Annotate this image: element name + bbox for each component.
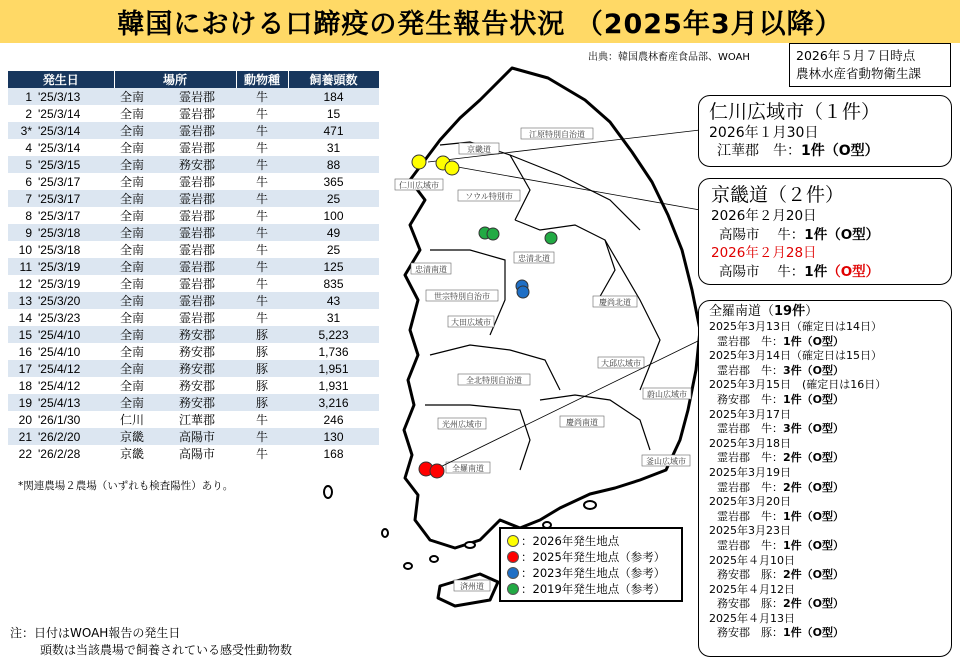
legend-label: ：2019年発生地点（参考）: [521, 582, 666, 596]
island-1: [324, 486, 332, 498]
case-date: '25/4/13: [36, 394, 114, 411]
case-number: 21: [8, 428, 36, 445]
case-head-count: 1,951: [288, 360, 379, 377]
callout-jeonnam-entries: [709, 320, 941, 641]
case-number: 14: [8, 309, 36, 326]
case-prefecture: 全南: [114, 122, 158, 139]
case-prefecture: 京畿: [114, 445, 158, 462]
header-species: 動物種: [236, 71, 288, 88]
callout-gyeonggi-detail-2: 高陽市 牛：1件（O型）: [719, 263, 880, 280]
jeonnam-entry-detail: 務安郡 豚：2件（O型）: [717, 568, 845, 582]
label-busan: 釜山広域市: [646, 457, 686, 466]
case-city: 務安郡: [158, 326, 236, 343]
callout-jeonnam: [698, 300, 952, 657]
case-date: '25/3/18: [36, 241, 114, 258]
case-head-count: 125: [288, 258, 379, 275]
case-date: '25/4/12: [36, 377, 114, 394]
header-head-count: 飼養頭数: [288, 71, 379, 88]
case-city: 霊岩郡: [158, 275, 236, 292]
case-city: 高陽市: [158, 428, 236, 445]
case-head-count: 835: [288, 275, 379, 292]
case-species: 牛: [236, 207, 288, 224]
case-prefecture: 全南: [114, 139, 158, 156]
jeonnam-entry-detail: 霊岩郡 牛：1件（O型）: [717, 334, 845, 348]
case-prefecture: 全南: [114, 224, 158, 241]
case-species: 牛: [236, 122, 288, 139]
case-head-count: 130: [288, 428, 379, 445]
case-city: 霊岩郡: [158, 309, 236, 326]
case-species: 牛: [236, 309, 288, 326]
case-number: 1: [8, 88, 36, 105]
case-number: 17: [8, 360, 36, 377]
case-number: 4: [8, 139, 36, 156]
case-date: '25/4/10: [36, 343, 114, 360]
label-gyeongnam: 慶尚南道: [566, 418, 598, 427]
jeonnam-entry-detail: 霊岩郡 牛：2件（O型）: [717, 451, 845, 465]
case-species: 牛: [236, 258, 288, 275]
case-date: '26/2/28: [36, 445, 114, 462]
case-head-count: 3,216: [288, 394, 379, 411]
callout-gyeonggi-detail-1: 高陽市 牛：1件（O型）: [719, 226, 880, 243]
case-number: 9: [8, 224, 36, 241]
case-species: 牛: [236, 190, 288, 207]
island-6: [584, 501, 596, 509]
case-date: '25/3/15: [36, 156, 114, 173]
case-prefecture: 全南: [114, 326, 158, 343]
case-number: 18: [8, 377, 36, 394]
case-species: 牛: [236, 428, 288, 445]
case-head-count: 25: [288, 241, 379, 258]
case-prefecture: 全南: [114, 207, 158, 224]
case-prefecture: 全南: [114, 309, 158, 326]
case-prefecture: 全南: [114, 156, 158, 173]
case-date: '25/3/14: [36, 139, 114, 156]
case-head-count: 365: [288, 173, 379, 190]
jeonnam-entry-detail: 務安郡 豚：1件（O型）: [717, 626, 845, 640]
label-gwangju: 光州広域市: [442, 420, 482, 429]
case-city: 霊岩郡: [158, 139, 236, 156]
jeonnam-entry-detail: 霊岩郡 牛：2件（O型）: [717, 480, 845, 494]
case-prefecture: 全南: [114, 190, 158, 207]
case-species: 牛: [236, 445, 288, 462]
case-species: 牛: [236, 139, 288, 156]
case-city: 霊岩郡: [158, 190, 236, 207]
label-jeju: 済州道: [460, 582, 484, 591]
case-species: 牛: [236, 88, 288, 105]
label-chungnam: 忠清南道: [415, 265, 447, 274]
case-head-count: 471: [288, 122, 379, 139]
case-head-count: 15: [288, 105, 379, 122]
case-prefecture: 全南: [114, 394, 158, 411]
callout-jeonnam-heading: 全羅南道（19件）: [709, 304, 819, 319]
case-number: 3*: [8, 122, 36, 139]
island-5: [465, 542, 475, 548]
case-date: '25/3/17: [36, 207, 114, 224]
jeonnam-entry-date: 2025年3月19日: [709, 465, 791, 479]
footnote-line-1: 注：日付はWOAH報告の発生日: [10, 626, 181, 640]
case-prefecture: 全南: [114, 343, 158, 360]
legend-label: ：2026年発生地点: [521, 534, 620, 548]
case-city: 霊岩郡: [158, 122, 236, 139]
case-species: 豚: [236, 360, 288, 377]
case-city: 務安郡: [158, 156, 236, 173]
case-city: 霊岩郡: [158, 224, 236, 241]
case-head-count: 88: [288, 156, 379, 173]
marker-2025-jeonnam-2: [430, 464, 444, 478]
case-prefecture: 仁川: [114, 411, 158, 428]
label-gyeongbuk: 慶尚北道: [599, 298, 631, 307]
marker-2026-goyang-2: [445, 161, 459, 175]
legend-item: [507, 533, 675, 549]
case-city: 高陽市: [158, 445, 236, 462]
case-date: '25/3/19: [36, 258, 114, 275]
label-sejong: 世宗特別自治市: [434, 292, 490, 301]
case-date: '25/3/20: [36, 292, 114, 309]
label-jeonnam: 全羅南道: [452, 464, 484, 473]
map-legend: [499, 527, 683, 602]
jeonnam-entry-detail: 務安郡 牛：1件（O型）: [717, 392, 845, 406]
case-species: 牛: [236, 156, 288, 173]
case-date: '25/3/13: [36, 88, 114, 105]
label-gyeonggi: 京畿道: [467, 145, 491, 154]
case-head-count: 31: [288, 139, 379, 156]
legend-dot-icon: [507, 551, 519, 563]
label-incheon: 仁川広域市: [399, 181, 439, 190]
case-city: 霊岩郡: [158, 258, 236, 275]
case-number: 7: [8, 190, 36, 207]
case-species: 豚: [236, 377, 288, 394]
case-head-count: 1,736: [288, 343, 379, 360]
case-number: 6: [8, 173, 36, 190]
case-date: '25/3/14: [36, 122, 114, 139]
case-date: '25/3/18: [36, 224, 114, 241]
case-prefecture: 京畿: [114, 428, 158, 445]
legend-item: [507, 549, 675, 565]
callout-incheon: [698, 95, 952, 167]
case-species: 豚: [236, 394, 288, 411]
jeonnam-entry-detail: 霊岩郡 牛：3件（O型）: [717, 363, 845, 377]
legend-dot-icon: [507, 567, 519, 579]
case-head-count: 100: [288, 207, 379, 224]
label-jeonbuk: 全北特別自治道: [466, 376, 522, 385]
marker-2023-2: [517, 286, 529, 298]
case-number: 16: [8, 343, 36, 360]
callout-incheon-detail: 江華郡 牛：1件（O型）: [717, 143, 879, 159]
jeonnam-entry-date: 2025年４月10日: [709, 553, 795, 567]
jeonnam-entry-date: 2025年3月18日: [709, 436, 791, 450]
callout-incheon-date: 2026年１月30日: [709, 125, 819, 141]
jeonnam-entry-date: 2025年3月20日: [709, 495, 791, 509]
legend-label: ：2023年発生地点（参考）: [521, 566, 666, 580]
as-of-org: 農林水産省動物衛生課: [796, 66, 922, 81]
case-number: 2: [8, 105, 36, 122]
case-head-count: 246: [288, 411, 379, 428]
case-city: 務安郡: [158, 394, 236, 411]
case-prefecture: 全南: [114, 173, 158, 190]
callout-gyeonggi-date-1: 2026年２月20日: [711, 208, 817, 224]
jeonnam-entry-detail: 霊岩郡 牛：3件（O型）: [717, 422, 845, 436]
case-species: 牛: [236, 105, 288, 122]
marker-2019-2: [487, 228, 499, 240]
jeonnam-entry-detail: 霊岩郡 牛：1件（O型）: [717, 509, 845, 523]
case-head-count: 31: [288, 309, 379, 326]
case-prefecture: 全南: [114, 258, 158, 275]
case-city: 霊岩郡: [158, 173, 236, 190]
case-species: 牛: [236, 224, 288, 241]
legend-dot-icon: [507, 583, 519, 595]
case-species: 豚: [236, 343, 288, 360]
jeonnam-entry-date: 2025年3月13日（確定日は14日）: [709, 320, 882, 333]
legend-item: [507, 581, 675, 597]
header-date: 発生日: [8, 71, 114, 88]
jeonnam-entry-date: 2025年４月13日: [709, 611, 795, 625]
case-date: '26/2/20: [36, 428, 114, 445]
label-daegu: 大邱広域市: [601, 359, 641, 368]
case-number: 12: [8, 275, 36, 292]
case-head-count: 25: [288, 190, 379, 207]
jeonnam-entry-date: 2025年3月15日 (確定日は16日）: [709, 378, 887, 392]
case-city: 務安郡: [158, 377, 236, 394]
jeonnam-entry-date: 2025年４月12日: [709, 582, 795, 596]
case-head-count: 43: [288, 292, 379, 309]
case-city: 霊岩郡: [158, 241, 236, 258]
label-chungbuk: 忠清北道: [518, 254, 550, 263]
callout-gyeonggi: [698, 178, 952, 285]
jeonnam-entry-date: 2025年3月23日: [709, 524, 791, 538]
case-city: 霊岩郡: [158, 292, 236, 309]
label-seoul: ソウル特別市: [465, 192, 513, 201]
case-date: '25/3/19: [36, 275, 114, 292]
case-prefecture: 全南: [114, 88, 158, 105]
case-species: 牛: [236, 275, 288, 292]
case-head-count: 49: [288, 224, 379, 241]
callout-gyeonggi-heading: 京畿道（２件）: [711, 184, 845, 206]
case-species: 牛: [236, 292, 288, 309]
label-gangwon: 江原特別自治道: [529, 130, 585, 139]
case-city: 務安郡: [158, 343, 236, 360]
case-city: 江華郡: [158, 411, 236, 428]
case-number: 10: [8, 241, 36, 258]
marker-2019-3: [545, 232, 557, 244]
table-note: *関連農場２農場（いずれも検査陽性）あり。: [18, 480, 234, 492]
case-prefecture: 全南: [114, 241, 158, 258]
case-number: 19: [8, 394, 36, 411]
label-daejeon: 大田広域市: [451, 318, 491, 327]
case-species: 牛: [236, 173, 288, 190]
marker-2026-incheon: [412, 155, 426, 169]
legend-dot-icon: [507, 535, 519, 547]
island-2: [404, 563, 412, 569]
case-date: '26/1/30: [36, 411, 114, 428]
island-3: [382, 529, 388, 537]
case-prefecture: 全南: [114, 275, 158, 292]
case-head-count: 184: [288, 88, 379, 105]
case-date: '25/4/12: [36, 360, 114, 377]
case-number: 15: [8, 326, 36, 343]
jeonnam-entry-date: 2025年3月17日: [709, 407, 791, 421]
footnote-line-2: 頭数は当該農場で飼養されている感受性動物数: [40, 643, 293, 657]
legend-item: [507, 565, 675, 581]
jeonnam-entry-date: 2025年3月14日（確定日は15日）: [709, 349, 882, 363]
case-species: 牛: [236, 241, 288, 258]
label-ulsan: 蔚山広域市: [647, 390, 687, 399]
case-date: '25/3/23: [36, 309, 114, 326]
case-city: 務安郡: [158, 360, 236, 377]
case-number: 11: [8, 258, 36, 275]
case-number: 13: [8, 292, 36, 309]
case-number: 8: [8, 207, 36, 224]
source-note: 出典：韓国農林畜産食品部、WOAH: [588, 52, 750, 63]
page-title: 韓国における口蹄疫の発生報告状況 （2025年3月以降）: [0, 0, 960, 43]
island-4: [430, 556, 438, 562]
case-head-count: 168: [288, 445, 379, 462]
case-prefecture: 全南: [114, 360, 158, 377]
case-city: 霊岩郡: [158, 88, 236, 105]
case-city: 霊岩郡: [158, 105, 236, 122]
case-prefecture: 全南: [114, 292, 158, 309]
case-date: '25/3/14: [36, 105, 114, 122]
jeonnam-entry-detail: 務安郡 豚：2件（O型）: [717, 597, 845, 611]
callout-incheon-heading: 仁川広域市（１件）: [709, 101, 881, 123]
case-head-count: 5,223: [288, 326, 379, 343]
case-head-count: 1,931: [288, 377, 379, 394]
callout-gyeonggi-date-2: 2026年２月28日: [711, 245, 817, 261]
case-number: 5: [8, 156, 36, 173]
case-prefecture: 全南: [114, 377, 158, 394]
case-species: 牛: [236, 411, 288, 428]
case-date: '25/3/17: [36, 190, 114, 207]
case-prefecture: 全南: [114, 105, 158, 122]
legend-label: ：2025年発生地点（参考）: [521, 550, 666, 564]
case-date: '25/3/17: [36, 173, 114, 190]
case-species: 豚: [236, 326, 288, 343]
case-number: 22: [8, 445, 36, 462]
as-of-date: 2026年５月７日時点: [796, 48, 916, 63]
map-mainland: [404, 68, 700, 548]
case-city: 霊岩郡: [158, 207, 236, 224]
jeonnam-entry-detail: 霊岩郡 牛：1件（O型）: [717, 538, 845, 552]
case-date: '25/4/10: [36, 326, 114, 343]
case-number: 20: [8, 411, 36, 428]
header-location: 場所: [114, 71, 236, 88]
